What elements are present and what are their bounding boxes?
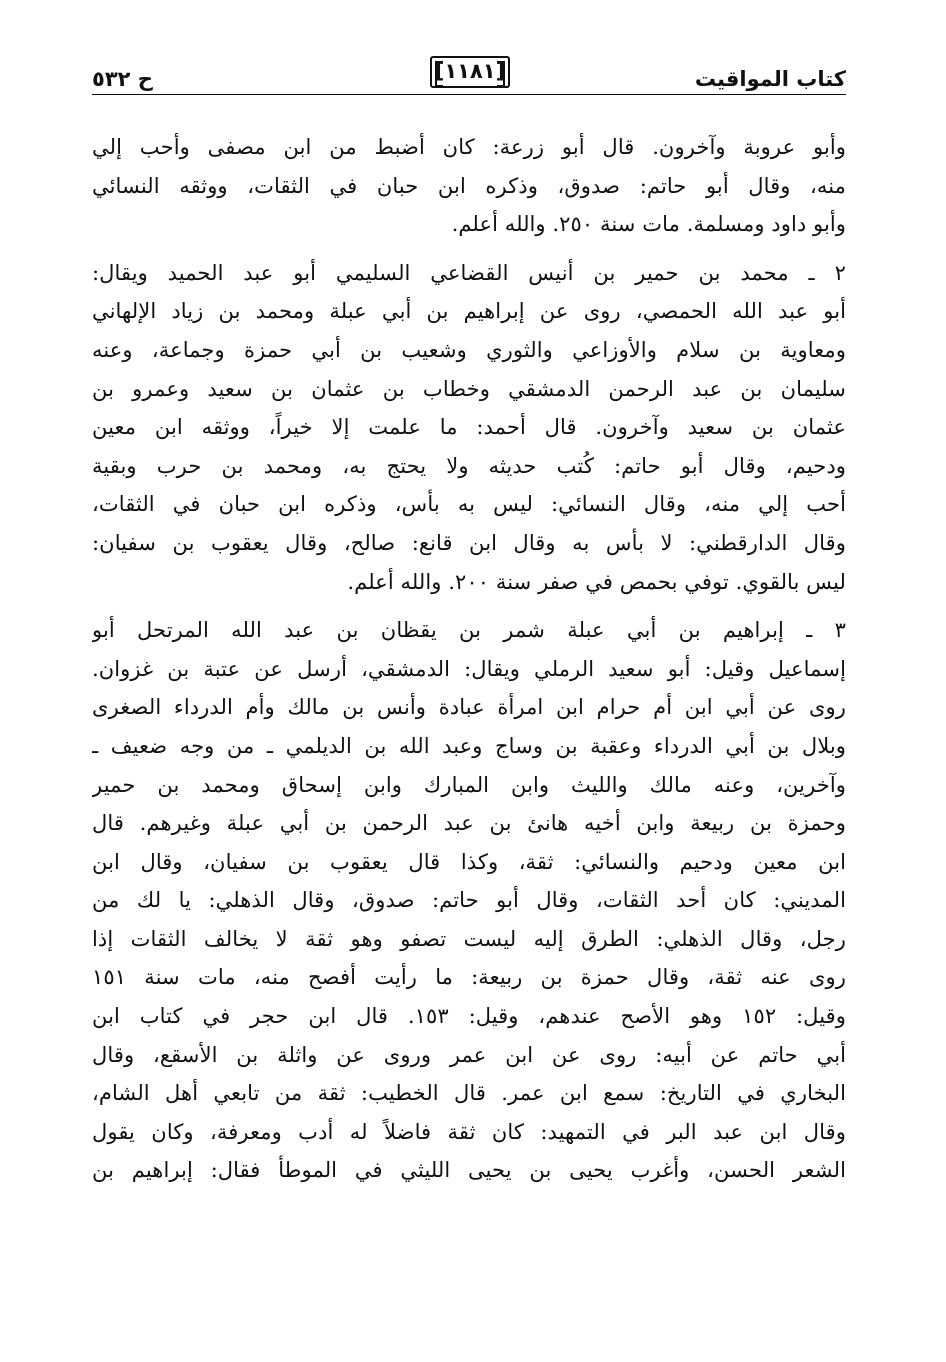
text-line: أبو عبد الله الحمصي، روى عن إبراهيم بن أبي عبلة ومحمد بن زياد الإلهاني <box>92 298 846 324</box>
text-line: وحمزة بن ربيعة وابن أخيه هانئ بن عبد الرحمن بن أبي عبلة وغيرهم. قال <box>92 810 846 836</box>
text-line: ومعاوية بن سلام والأوزاعي والثوري وشعيب بن أبي حمزة وجماعة، وعنه <box>92 336 846 362</box>
paragraph-2 <box>92 254 846 601</box>
text-line: ودحيم، وقال أبو حاتم: كُتب حديثه ولا يحتج به، ومحمد بن حرب وبقية <box>92 452 846 478</box>
text-line: ٣ ـ إبراهيم بن أبي عبلة شمر بن يقظان بن عبد الله المرتحل أبو <box>92 617 846 643</box>
book-title: كتاب المواقيت <box>694 67 846 91</box>
text-line: وأبو عروبة وآخرون. قال أبو زرعة: كان أضبط من ابن مصفى وأحب إلي <box>92 134 846 159</box>
text-line: المديني: كان أحد الثقات، وقال أبو حاتم: صدوق، وقال الذهلي: يا لك من <box>92 887 846 913</box>
paragraph-1 <box>92 128 846 244</box>
page-body <box>92 128 846 1190</box>
text-line: ٢ ـ محمد بن حمير بن أنيس القضاعي السليمي أبو عبد الحميد ويقال: <box>92 259 846 285</box>
header-divider <box>92 94 846 95</box>
paragraph-3 <box>92 611 846 1190</box>
text-line: ابن معين ودحيم والنسائي: ثقة، وكذا قال يعقوب بن سفيان، وقال ابن <box>92 848 846 874</box>
page-header <box>92 52 846 100</box>
text-line: منه، وقال أبو حاتم: صدوق، وذكره ابن حبان في الثقات، ووثقه النسائي <box>92 172 846 198</box>
text-line: وبلال بن أبي الدرداء وعقبة بن وساج وعبد الله بن الديلمي ـ من وجه ضعيف ـ <box>92 732 846 758</box>
text-line: وأبو داود ومسلمة. مات سنة ٢٥٠. والله أعلم. <box>451 211 846 237</box>
text-line: روى عن أبي ابن أم حرام ابن امرأة عبادة وأنس بن مالك وأم الدرداء الصغرى <box>92 694 846 720</box>
text-line: أحب إلي منه، وقال النسائي: ليس به بأس، وذكره ابن حبان في الثقات، <box>92 491 846 517</box>
text-line: وقال الدارقطني: لا بأس به وقال ابن قانع: صالح، وقال يعقوب بن سفيان: <box>92 529 846 555</box>
text-line: رجل، وقال الذهلي: الطرق إليه ليست تصفو وهو ثقة لا يخالف الثقات إذا <box>92 925 846 951</box>
text-line: ليس بالقوي. توفي بحمص في صفر سنة ٢٠٠. والله أعلم. <box>347 568 846 594</box>
hadith-number: [١١٨١] <box>430 56 510 88</box>
text-line: سليمان بن عبد الرحمن الدمشقي وخطاب بن عثمان بن سعيد وعمرو بن <box>92 375 846 401</box>
book-page <box>92 52 846 1312</box>
text-line: وقال ابن عبد البر في التمهيد: كان ثقة فاضلاً له أدب ومعرفة، وكان يقول <box>92 1118 846 1144</box>
volume-page: ح ٥٣٢ <box>92 67 153 91</box>
text-line: روى عنه ثقة، وقال حمزة بن ربيعة: ما رأيت أفصح منه، مات سنة ١٥١ <box>92 964 846 990</box>
text-line: إسماعيل وقيل: أبو سعيد الرملي ويقال: الدمشقي، أرسل عن عتبة بن غزوان. <box>92 655 846 681</box>
text-line: وقيل: ١٥٢ وهو الأصح عندهم، وقيل: ١٥٣. قال ابن حجر في كتاب ابن <box>92 1003 846 1029</box>
text-line: وآخرين، وعنه مالك والليث وابن المبارك وابن إسحاق ومحمد بن حمير <box>92 771 846 797</box>
text-line: أبي حاتم عن أبيه: روى عن ابن عمر وروى عن واثلة بن الأسقع، وقال <box>92 1041 846 1067</box>
text-line: البخاري في التاريخ: سمع ابن عمر. قال الخطيب: ثقة من تابعي أهل الشام، <box>92 1080 846 1106</box>
text-line: الشعر الحسن، وأغرب يحيى بن يحيى الليثي في الموطأ فقال: إبراهيم بن <box>92 1157 846 1183</box>
text-line: عثمان بن سعيد وآخرون. قال أحمد: ما علمت إلا خيراً، ووثقه ابن معين <box>92 414 846 440</box>
